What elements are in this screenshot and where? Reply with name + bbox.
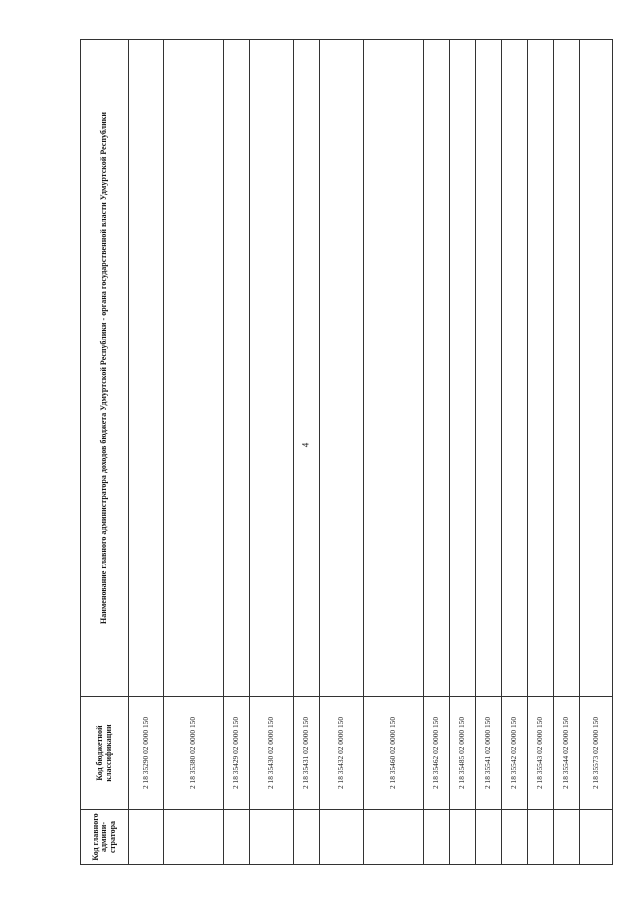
budget-code-cell: 2 18 35541 02 0000 150 bbox=[476, 697, 502, 810]
revenue-name-cell bbox=[364, 40, 424, 697]
page-number: 4 bbox=[300, 442, 311, 448]
table-row bbox=[450, 40, 476, 865]
table-header-row bbox=[81, 40, 129, 865]
revenue-name-cell bbox=[476, 40, 502, 697]
revenue-name-cell bbox=[320, 40, 364, 697]
revenue-name-cell bbox=[224, 40, 250, 697]
table-row bbox=[528, 40, 554, 865]
budget-code-cell: 2 18 35485 02 0000 150 bbox=[450, 697, 476, 810]
table-row bbox=[129, 40, 164, 865]
admin-code-cell bbox=[250, 810, 294, 865]
admin-code-cell bbox=[320, 810, 364, 865]
revenue-name-cell bbox=[129, 40, 164, 697]
header-budget-code: Код бюджетной классификации bbox=[81, 697, 129, 810]
revenue-name-cell bbox=[294, 40, 320, 697]
revenue-name-cell bbox=[580, 40, 613, 697]
table-row bbox=[164, 40, 224, 865]
budget-code-cell: 2 18 35460 02 0000 150 bbox=[364, 697, 424, 810]
header-administrator-name: Наименование главного администратора доходов бюджета Удмуртской Республики - органа государственной власти Удмуртской Республики bbox=[81, 40, 129, 697]
budget-code-cell: 2 18 35431 02 0000 150 bbox=[294, 697, 320, 810]
revenue-name-cell bbox=[450, 40, 476, 697]
revenue-name-cell bbox=[250, 40, 294, 697]
budget-code-cell: 2 18 35573 02 0000 150 bbox=[580, 697, 613, 810]
table-row bbox=[502, 40, 528, 865]
table-rotated-container bbox=[80, 40, 600, 865]
table-row bbox=[554, 40, 580, 865]
table-row bbox=[580, 40, 613, 865]
table-row bbox=[224, 40, 250, 865]
budget-code-cell: 2 18 35429 02 0000 150 bbox=[224, 697, 250, 810]
admin-code-cell bbox=[424, 810, 450, 865]
admin-code-cell bbox=[554, 810, 580, 865]
budget-code-cell: 2 18 35290 02 0000 150 bbox=[129, 697, 164, 810]
table-row bbox=[320, 40, 364, 865]
table-row bbox=[364, 40, 424, 865]
budget-code-cell: 2 18 35544 02 0000 150 bbox=[554, 697, 580, 810]
admin-code-cell bbox=[364, 810, 424, 865]
admin-code-cell bbox=[164, 810, 224, 865]
admin-code-cell bbox=[294, 810, 320, 865]
admin-code-cell bbox=[502, 810, 528, 865]
admin-code-cell bbox=[129, 810, 164, 865]
header-admin-code: Код главного админи-стратора bbox=[81, 810, 129, 865]
revenue-name-cell bbox=[424, 40, 450, 697]
revenue-name-cell bbox=[554, 40, 580, 697]
budget-code-cell: 2 18 35430 02 0000 150 bbox=[250, 697, 294, 810]
table-row bbox=[250, 40, 294, 865]
table-row bbox=[294, 40, 320, 865]
budget-code-cell: 2 18 35432 02 0000 150 bbox=[320, 697, 364, 810]
admin-code-cell bbox=[450, 810, 476, 865]
budget-code-cell: 2 18 35543 02 0000 150 bbox=[528, 697, 554, 810]
admin-code-cell bbox=[476, 810, 502, 865]
revenue-name-cell bbox=[502, 40, 528, 697]
budget-code-cell: 2 18 35462 02 0000 150 bbox=[424, 697, 450, 810]
admin-code-cell bbox=[580, 810, 613, 865]
revenue-name-cell bbox=[164, 40, 224, 697]
budget-code-cell: 2 18 35542 02 0000 150 bbox=[502, 697, 528, 810]
revenue-administrators-table bbox=[80, 39, 613, 865]
revenue-name-cell bbox=[528, 40, 554, 697]
table-row bbox=[476, 40, 502, 865]
table-row bbox=[424, 40, 450, 865]
budget-code-cell: 2 18 35380 02 0000 150 bbox=[164, 697, 224, 810]
admin-code-cell bbox=[224, 810, 250, 865]
admin-code-cell bbox=[528, 810, 554, 865]
